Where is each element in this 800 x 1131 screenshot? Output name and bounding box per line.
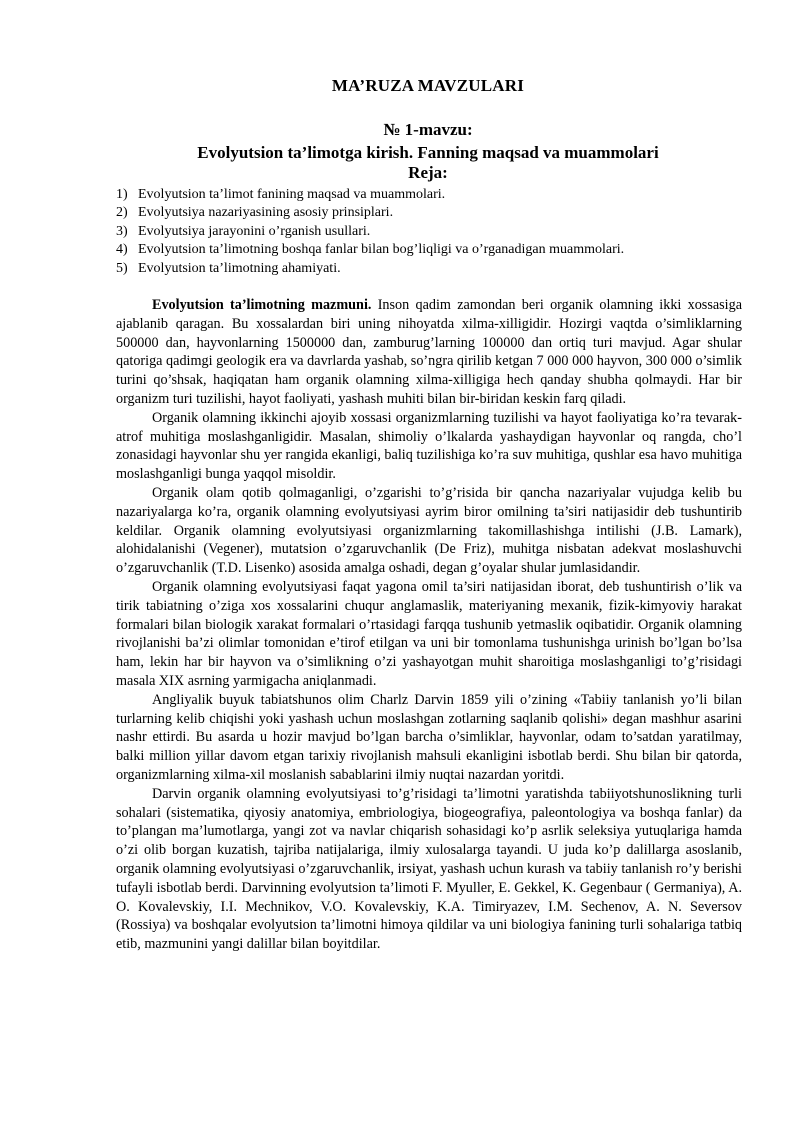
plan-item-number: 3): [116, 223, 128, 239]
plan-item: [116, 223, 756, 241]
plan-item-text: Evolyutsion ta’limotning ahamiyati.: [138, 260, 341, 276]
plan-item-number: 1): [116, 187, 128, 202]
paragraph-text: Organik olamning ikkinchi ajoyib xossasi organizmlarning tuzilishi va hayot faoliyatiga ko’ra tevarak-atrof muhitiga moslashganligidir. Masalan, shimoliy o’lkalarda yashaydigan hayvonlar oq rangda, cho’l zonasidagi hayvonlar shu yer rangida ekanligi, baliq tuzilishiga ko’ra suv muhitiga, qushlar esa havo muhitiga moslashganligi bunga yaqqol misoldir.: [116, 409, 742, 483]
lecture-topics-title: MA’RUZA MAVZULARI: [331, 76, 525, 95]
plan-item-text: Evolyutsiya nazariyasining asosiy prinsiplari.: [138, 205, 394, 221]
plan-item: [116, 241, 756, 259]
plan-item-text: Evolyutsion ta’limotning boshqa fanlar bilan bog’liqligi va o’rganadigan muammolari.: [138, 242, 625, 258]
paragraph: [116, 296, 742, 409]
plan-item: [116, 260, 756, 278]
document-body: [116, 296, 742, 954]
paragraph-text: Organik olamning evolyutsiyasi faqat yagona omil ta’siri natijasidan iborat, deb tushuntirish o’lik va tirik tabiatning o’ziga xos xossalarini chuqur anglamaslik, materiyaning mexanik, fizik-kimyoviy harakat formalari bilan biologik xarakat formalari o’rtasidagi farqqa tushunib yetmaslik oqibatidir. Organik olamning rivojlanishi ba’zi olimlar tomonidan e’tirof etilgan va uni bir tomonlama tushunishga urinish bo’lgan bo’lsa ham, lekin har bir hayvon va o’simlikning o’zi yashayotgan muhit sharoitiga moslashganligi to’g’risidagi masala XIX asrning yarmigacha aniqlanmadi.: [116, 578, 742, 689]
paragraph-text: Inson qadim zamondan beri organik olamning ikki xossasiga ajablanib qaragan. Bu xossalardan biri uning nihoyatda xilma-xilligidir. Hozirgi vaqtda o’simliklarning 500000 dan, hayvonlarning 1500000 dan, zamburug’larning 100000 dan ortiq turi mavjud. Agar shular qatoriga qadimgi geologik era va davrlarda yashab, so’ngra qirilib ketgan 7 000 000 hayvon, 300 000 o’simlik turini qo’shsak, haqiqatan ham organik olamning xilma-xilligiga hech qanday shubha qolmaydi. Har bir organizm turi tuzilishi, hayot faoliyati, yashash muhiti bilan bir-biridan keskin farq qiladi.: [116, 297, 742, 407]
paragraph: [116, 578, 742, 691]
topic-number: № 1-mavzu:: [383, 120, 473, 139]
plan-item: [116, 186, 756, 204]
paragraph-text: Angliyalik buyuk tabiatshunos olim Charlz Darvin 1859 yili o’zining «Tabiiy tanlanish yo’li bilan turlarning kelib chiqishi yoki yashash uchun moslashgan zotlarning saqlanib qolishi» degan mashhur asarini nashr ettirdi. Bu asarda u hozir mavjud bo’lgan barcha o’simliklar, hayvonlar, odam to’satdan yaratilmay, balki million yillar davom etgan tarixiy rivojlanish mahsuli ekanligini isbotlab berdi. Shu bilan bir qatorda, organizmlarning xilma-xil moslanish sabablarini ilmiy nuqtai nazardan yoritdi.: [116, 691, 742, 783]
plan-item-number: 4): [116, 242, 128, 258]
plan-heading: Reja:: [408, 163, 448, 182]
paragraph: [116, 785, 742, 954]
plan-item: [116, 204, 756, 222]
paragraph: [116, 484, 742, 578]
paragraph-text: Darvin organik olamning evolyutsiyasi to’g’risidagi ta’limotni yaratishda tabiiyotshunoslikning turli sohalari (sistematika, qiyosiy anatomiya, embriologiya, biogeografiya, paleontologiya va boshqa fanlar) da to’plangan ma’lumotlarga, yangi zot va navlar chiqarish sohasidagi ko’p asrlik seleksiya yutuqlariga hamda o’zi olib borgan kuzatish, tajriba natijalariga, ilmiy xulosalarga tayandi. U juda ko’p dalillarga asoslanib, organik olamning evolyutsiyasi o’zgaruvchanlik, irsiyat, yashash uchun kurash va tabiiy tanlanish ro’y berishi tufayli isbotlab berdi. Darvinning evolyutsion ta’limoti F. Myuller, E. Gekkel, K. Gegenbaur ( Germaniya), A. O. Kovalevskiy, I.I. Mechnikov, V.O. Kovalevskiy, K.A. Timiryazev, I.M. Sechenov, A. N. Seversov (Rossiya) va boshqalar evolyutsion ta’limotni himoya qildilar va uni biologiya fanining turli sohalariga tatbiq etib, mazmunini yangi dalillar bilan boyitdilar.: [116, 785, 742, 953]
plan-item-text: Evolyutsion ta’limot fanining maqsad va muammolari.: [138, 187, 446, 202]
plan-list: [116, 186, 756, 278]
plan-item-number: 5): [116, 260, 128, 276]
paragraph: [116, 409, 742, 484]
paragraph-text: Organik olam qotib qolmaganligi, o’zgarishi to’g’risida bir qancha nazariyalar vujudga kelib bu nazariyalarga ko’ra, organik olamning evolyutsiyasi ayrim biror omilning ta’siri natijasidir deb tushuntirib keldilar. Organik olamning evolyutsiyasi organizmlarning takomillashishga intilishi (J.B. Lamark), alohidalanishi (Vegener), mutatsion o’zgaruvchanlik (De Friz), muhitga nisbatan adekvat moslashuvchi o’zgaruvchanlik (T.D. Lisenko) asosida amalga oshadi, degan g’oyalar shular jumlasidandir.: [116, 484, 742, 577]
topic-title: Evolyutsion ta’limotga kirish. Fanning maqsad va muammolari: [197, 143, 659, 162]
plan-item-number: 2): [116, 205, 128, 221]
plan-item-text: Evolyutsiya jarayonini o’rganish usullari.: [138, 223, 371, 239]
paragraph: [116, 691, 742, 785]
paragraph-lead-heading: Evolyutsion ta’limotning mazmuni.: [152, 297, 372, 313]
